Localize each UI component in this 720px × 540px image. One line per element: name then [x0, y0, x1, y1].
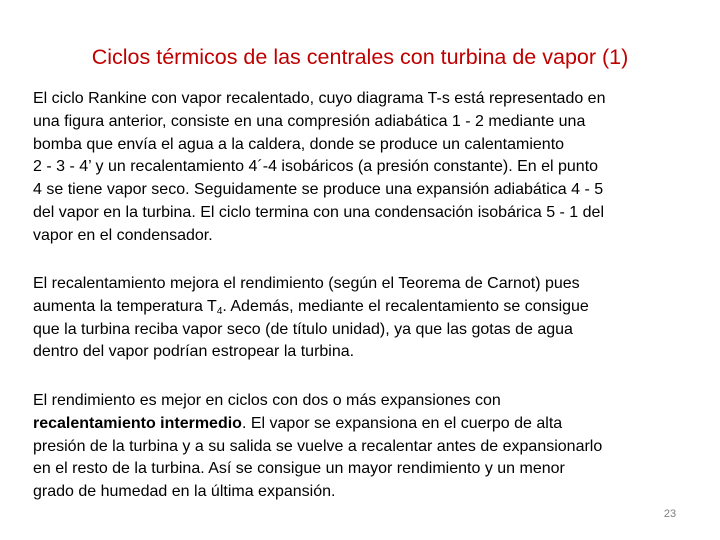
text-line: grado de humedad en la última expansión.	[33, 483, 336, 501]
text-line: 4 se tiene vapor seco. Seguidamente se produce una expansión adiabática 4 ‐ 5	[33, 181, 604, 199]
text-line: El recalentamiento mejora el rendimiento (según el Teorema de Carnot) pues	[33, 275, 580, 292]
subscript: 4	[216, 305, 223, 317]
text-segment: . Además, mediante el recalentamiento se consigue	[222, 297, 589, 315]
page-number: 23	[663, 508, 677, 520]
text-line: 2 ‐ 3 ‐ 4’ y un recalentamiento 4´-4 isobáricos (a presión constante). En el punto	[33, 158, 599, 176]
text-line: una figura anterior, consiste en una compresión adiabática 1 ‐ 2 mediante una	[33, 112, 586, 130]
text-line	[33, 413, 693, 436]
text-line: del vapor en la turbina. El ciclo termina con una condensación isobárica 5 ‐ 1 del	[33, 203, 604, 221]
text-line	[33, 296, 693, 319]
text-line: El ciclo Rankine con vapor recalentado, cuyo diagrama T-s está representado en	[33, 90, 606, 107]
slide-title: Ciclos térmicos de las centrales con turbina de vapor (1)	[91, 45, 629, 69]
text-segment: aumenta la temperatura T	[33, 297, 217, 315]
paragraph-rankine-cycle	[33, 88, 693, 248]
text-line: que la turbina reciba vapor seco (de título unidad), ya que las gotas de agua	[33, 320, 573, 338]
bold-term: recalentamiento intermedio	[33, 414, 242, 432]
text-segment: . El vapor se expansiona en el cuerpo de alta	[241, 414, 563, 432]
text-line: dentro del vapor podrían estropear la turbina.	[33, 343, 355, 361]
text-line: en el resto de la turbina. Así se consigue un mayor rendimiento y un menor	[33, 460, 565, 478]
text-line: presión de la turbina y a su salida se vuelve a recalentar antes de expansionarlo	[33, 437, 603, 455]
text-line: bomba que envía el agua a la caldera, donde se produce un calentamiento	[33, 135, 565, 153]
text-line: El rendimiento es mejor en ciclos con dos o más expansiones con	[33, 392, 501, 409]
paragraph-intermediate-reheating	[33, 390, 693, 504]
paragraph-reheating-benefits	[33, 273, 693, 364]
text-line: vapor en el condensador.	[33, 226, 213, 244]
